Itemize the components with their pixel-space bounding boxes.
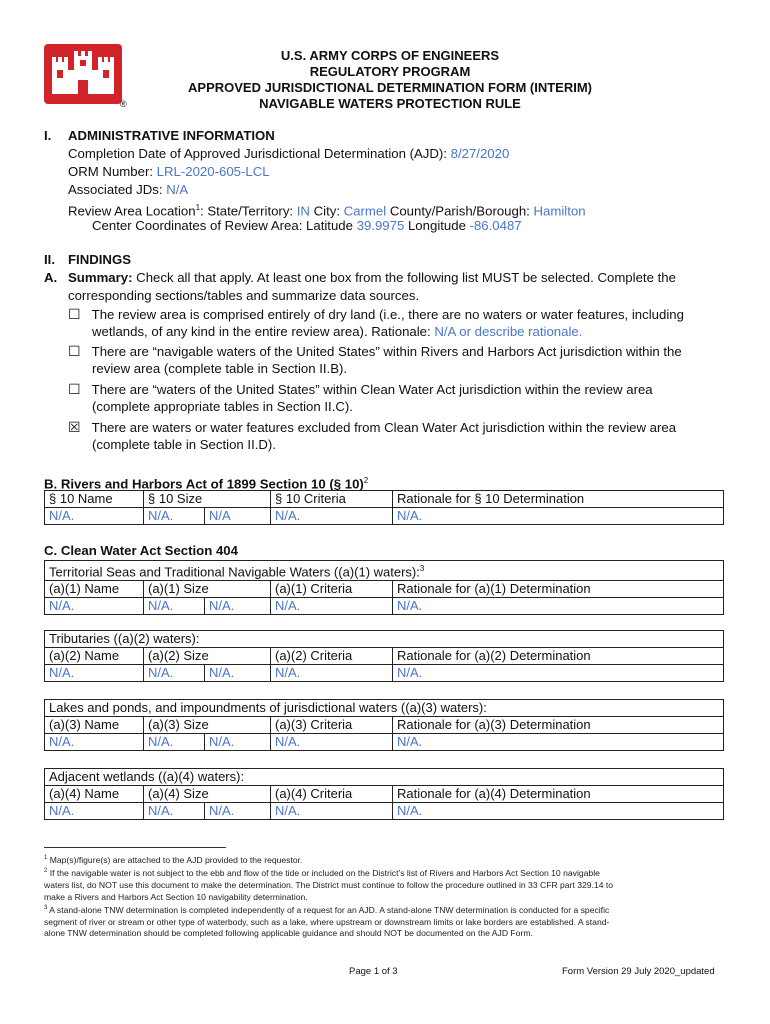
cell-size[interactable]: N/A. bbox=[144, 734, 205, 751]
header-line-3: APPROVED JURISDICTIONAL DETERMINATION FORM (INTERIM) bbox=[188, 80, 592, 95]
form-version: Form Version 29 July 2020_updated bbox=[562, 966, 715, 977]
table-header-row bbox=[45, 717, 724, 734]
col-header-rationale: Rationale for § 10 Determination bbox=[393, 491, 724, 508]
checkbox-cwa-waters[interactable]: ☐ bbox=[68, 381, 81, 397]
cell-rationale[interactable]: N/A. bbox=[393, 508, 724, 525]
footnote-3-text-1: A stand-alone TNW determination is completed independently of a request for an AJD. A stand-alone TNW determination is conducted for a specific bbox=[47, 904, 610, 915]
orm-number-value[interactable]: LRL-2020-605-LCL bbox=[156, 164, 270, 179]
longitude-label: Longitude bbox=[404, 218, 470, 233]
a1-waters-table bbox=[44, 560, 724, 615]
header-line-2: REGULATORY PROGRAM bbox=[309, 64, 471, 79]
option-dry-land-rationale-label: wetlands, of any kind in the entire review area). Rationale: bbox=[92, 324, 435, 339]
footnote-2-number: 2 bbox=[44, 868, 48, 875]
table-row bbox=[45, 598, 724, 615]
longitude-value[interactable]: -86.0487 bbox=[469, 218, 522, 233]
a4-waters-table bbox=[44, 768, 724, 820]
footnote-ref-3: 3 bbox=[419, 564, 425, 573]
completion-date-value[interactable]: 8/27/2020 bbox=[450, 146, 510, 161]
col-header-size: § 10 Size bbox=[144, 491, 271, 508]
cell-unit[interactable]: N/A. bbox=[205, 598, 271, 615]
associated-jds-line bbox=[68, 181, 188, 199]
footnote-ref-2: 2 bbox=[363, 476, 369, 485]
latitude-label: Center Coordinates of Review Area: Latitude bbox=[92, 218, 357, 233]
table-row bbox=[45, 734, 724, 751]
orm-number-line bbox=[68, 163, 270, 181]
cell-rationale[interactable]: N/A. bbox=[393, 598, 724, 615]
footnote-3-line-2: segment of river or stream or other type of waterbody, such as a lake, where upstream or downstream limits or lake borders are established. A stand- bbox=[44, 916, 610, 927]
footnote-3 bbox=[44, 903, 724, 916]
cell-name[interactable]: N/A. bbox=[45, 665, 144, 682]
cell-name[interactable]: N/A. bbox=[45, 598, 144, 615]
associated-jds-label: Associated JDs: bbox=[68, 182, 167, 197]
col-header-size: (a)(2) Size bbox=[144, 648, 271, 665]
option-cwa-waters-line-2: (complete appropriate tables in Section II.C). bbox=[92, 399, 353, 414]
city-label: City: bbox=[309, 203, 344, 219]
header-line-4: NAVIGABLE WATERS PROTECTION RULE bbox=[259, 96, 521, 111]
cell-size[interactable]: N/A. bbox=[144, 803, 205, 820]
section-b-title-text: B. Rivers and Harbors Act of 1899 Section 10 (§ 10) bbox=[44, 476, 364, 492]
summary-line-2: corresponding sections/tables and summarize data sources. bbox=[68, 288, 420, 303]
cell-rationale[interactable]: N/A. bbox=[393, 665, 724, 682]
review-area-label: Review Area Location bbox=[68, 203, 196, 219]
a1-caption-text: Territorial Seas and Traditional Navigable Waters ((a)(1) waters): bbox=[49, 564, 420, 580]
option-dry-land bbox=[68, 305, 684, 324]
footnote-3-line-3: alone TNW determination should be completed following applicable guidance and should NOT be documented on the AJD Form. bbox=[44, 928, 533, 939]
section-2a-number: A. bbox=[44, 270, 58, 285]
col-header-criteria: (a)(1) Criteria bbox=[271, 581, 393, 598]
table-row bbox=[45, 803, 724, 820]
table-header-row bbox=[45, 581, 724, 598]
cell-unit[interactable]: N/A. bbox=[205, 803, 271, 820]
option-dry-land-text: The review area is comprised entirely of dry land (i.e., there are no waters or water features, including bbox=[91, 307, 684, 322]
header-line-1: U.S. ARMY CORPS OF ENGINEERS bbox=[280, 48, 500, 63]
col-header-size: (a)(4) Size bbox=[144, 786, 271, 803]
col-header-criteria: § 10 Criteria bbox=[271, 491, 393, 508]
footnote-divider bbox=[44, 847, 226, 848]
cell-rationale[interactable]: N/A. bbox=[393, 803, 724, 820]
cell-name[interactable]: N/A. bbox=[45, 803, 144, 820]
cell-unit[interactable]: N/A. bbox=[205, 665, 271, 682]
usace-logo bbox=[44, 44, 122, 104]
cell-unit[interactable]: N/A bbox=[205, 508, 271, 525]
a4-caption: Adjacent wetlands ((a)(4) waters): bbox=[45, 769, 724, 786]
footnote-3-number: 3 bbox=[44, 905, 48, 912]
col-header-criteria: (a)(2) Criteria bbox=[271, 648, 393, 665]
option-rha-waters-text: There are “navigable waters of the United States” within Rivers and Harbors Act jurisdiction within the bbox=[91, 344, 682, 359]
section-1-title: ADMINISTRATIVE INFORMATION bbox=[68, 128, 275, 143]
cell-rationale[interactable]: N/A. bbox=[393, 734, 724, 751]
checkbox-rha-waters[interactable]: ☐ bbox=[68, 343, 81, 359]
col-header-name: (a)(1) Name bbox=[45, 581, 144, 598]
section-c-title: C. Clean Water Act Section 404 bbox=[44, 543, 238, 558]
cell-unit[interactable]: N/A. bbox=[205, 734, 271, 751]
option-dry-land-rationale-value[interactable]: N/A or describe rationale. bbox=[434, 324, 583, 339]
cell-criteria[interactable]: N/A. bbox=[271, 508, 393, 525]
cell-size[interactable]: N/A. bbox=[144, 665, 205, 682]
cell-name[interactable]: N/A. bbox=[45, 508, 144, 525]
footnotes bbox=[44, 853, 724, 940]
col-header-name: (a)(4) Name bbox=[45, 786, 144, 803]
summary-text-1: Check all that apply. At least one box from the following list MUST be selected. Complete the bbox=[132, 270, 676, 285]
a1-caption bbox=[45, 561, 724, 581]
cell-criteria[interactable]: N/A. bbox=[271, 803, 393, 820]
section-1-number: I. bbox=[44, 128, 52, 143]
county-label: County/Parish/Borough: bbox=[386, 203, 534, 219]
section-2-title: FINDINGS bbox=[68, 252, 132, 267]
center-coordinates-line bbox=[92, 217, 522, 235]
table-row bbox=[45, 665, 724, 682]
completion-date-label: Completion Date of Approved Jurisdictional Determination (AJD): bbox=[68, 146, 451, 161]
col-header-rationale: Rationale for (a)(2) Determination bbox=[393, 648, 724, 665]
state-label: : State/Territory: bbox=[200, 203, 297, 219]
latitude-value[interactable]: 39.9975 bbox=[356, 218, 405, 233]
table-header-row bbox=[45, 786, 724, 803]
option-cwa-waters-text: There are “waters of the United States” within Clean Water Act jurisdiction within the review area bbox=[91, 382, 653, 397]
col-header-size: (a)(3) Size bbox=[144, 717, 271, 734]
option-rha-waters-line-2: review area (complete table in Section II.B). bbox=[92, 361, 348, 376]
footnote-2-line-2: waters list, do NOT use this document to make the determination. The District must continue to follow the procedure outlined in 33 CFR part 329.14 to bbox=[44, 879, 614, 890]
option-excluded-waters-text: There are waters or water features excluded from Clean Water Act jurisdiction within the review area bbox=[91, 420, 677, 435]
col-header-size: (a)(1) Size bbox=[144, 581, 271, 598]
section-2-number: II. bbox=[44, 252, 55, 267]
footnote-1 bbox=[44, 853, 724, 866]
section-10-table bbox=[44, 490, 724, 525]
table-header-row bbox=[45, 491, 724, 508]
cell-size[interactable]: N/A. bbox=[144, 598, 205, 615]
a2-caption: Tributaries ((a)(2) waters): bbox=[45, 631, 724, 648]
a3-waters-table bbox=[44, 699, 724, 751]
checkbox-dry-land[interactable]: ☐ bbox=[68, 306, 81, 322]
completion-date-line bbox=[68, 145, 509, 163]
checkbox-excluded-waters[interactable]: ☒ bbox=[68, 419, 81, 435]
county-value[interactable]: Hamilton bbox=[533, 203, 586, 219]
col-header-name: § 10 Name bbox=[45, 491, 144, 508]
footnote-2 bbox=[44, 866, 724, 879]
footnote-2-text-1: If the navigable water is not subject to the ebb and flow of the tide or included on the District’s list of Rivers and Harbors Act Section 10 navigable bbox=[47, 868, 600, 879]
a2-waters-table bbox=[44, 630, 724, 682]
footnote-2-line-3: make a Rivers and Harbors Act Section 10 navigability determination. bbox=[44, 891, 308, 902]
col-header-criteria: (a)(3) Criteria bbox=[271, 717, 393, 734]
state-value[interactable]: IN bbox=[296, 203, 310, 219]
col-header-rationale: Rationale for (a)(3) Determination bbox=[393, 717, 724, 734]
orm-number-label: ORM Number: bbox=[68, 164, 157, 179]
col-header-rationale: Rationale for (a)(4) Determination bbox=[393, 786, 724, 803]
registered-mark: ® bbox=[120, 99, 127, 109]
option-excluded-waters bbox=[68, 418, 676, 437]
footnote-1-text: Map(s)/figure(s) are attached to the AJD provided to the requestor. bbox=[47, 854, 303, 865]
option-excluded-waters-line-2: (complete table in Section II.D). bbox=[92, 437, 276, 452]
footnote-1-number: 1 bbox=[44, 855, 48, 861]
city-value[interactable]: Carmel bbox=[343, 203, 387, 219]
summary-title: Summary: bbox=[68, 270, 133, 285]
cell-criteria[interactable]: N/A. bbox=[271, 598, 393, 615]
a3-caption: Lakes and ponds, and impoundments of jurisdictional waters ((a)(3) waters): bbox=[45, 700, 724, 717]
col-header-criteria: (a)(4) Criteria bbox=[271, 786, 393, 803]
table-header-row bbox=[45, 648, 724, 665]
table-row bbox=[45, 508, 724, 525]
cell-criteria[interactable]: N/A. bbox=[271, 665, 393, 682]
option-cwa-waters bbox=[68, 380, 653, 399]
associated-jds-value[interactable]: N/A bbox=[166, 182, 189, 197]
page-number: Page 1 of 3 bbox=[349, 966, 398, 977]
summary-line-1 bbox=[68, 269, 676, 287]
option-dry-land-line-2 bbox=[92, 323, 582, 341]
option-rha-waters bbox=[68, 342, 682, 361]
col-header-rationale: Rationale for (a)(1) Determination bbox=[393, 581, 724, 598]
cell-criteria[interactable]: N/A. bbox=[271, 734, 393, 751]
cell-name[interactable]: N/A. bbox=[45, 734, 144, 751]
cell-size[interactable]: N/A. bbox=[144, 508, 205, 525]
form-header bbox=[150, 48, 630, 112]
col-header-name: (a)(2) Name bbox=[45, 648, 144, 665]
col-header-name: (a)(3) Name bbox=[45, 717, 144, 734]
footnote-ref-1: 1 bbox=[195, 203, 201, 212]
